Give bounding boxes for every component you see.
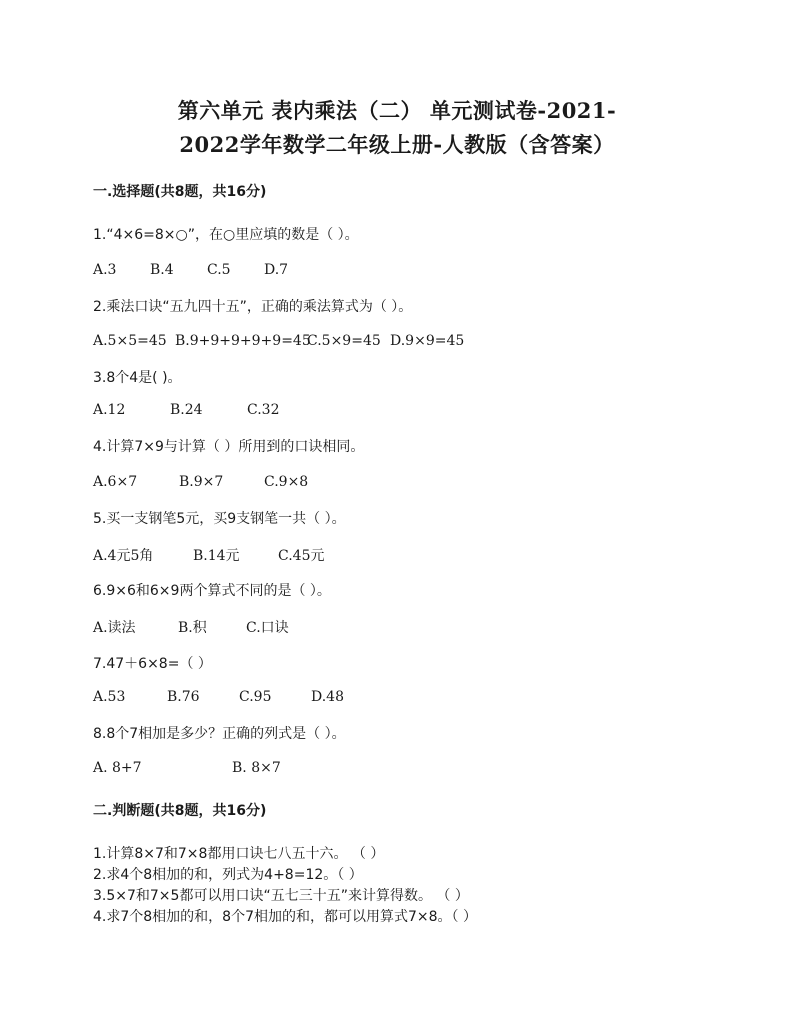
option-a: A.12 (93, 402, 126, 418)
question-5: 5.买一支钢笔5元，买9支钢笔一共（ ）。 (93, 511, 346, 527)
judgment-item-3: 3.5×7和7×5都可以用口诀“五七三十五”来计算得数。 （ ） (93, 888, 469, 904)
section-heading-multiple-choice: 一.选择题(共8题，共16分) (93, 184, 267, 200)
option-c: C.95 (239, 689, 272, 705)
option-b: B.76 (167, 689, 200, 705)
option-b: B.14元 (193, 548, 240, 564)
question-2: 2.乘法口诀“五九四十五”，正确的乘法算式为（ ）。 (93, 299, 413, 315)
option-b: B. 8×7 (232, 760, 281, 776)
section-heading-true-false: 二.判断题(共8题，共16分) (93, 803, 267, 819)
option-a: A.4元5角 (93, 548, 154, 564)
question-7: 7.47＋6×8=（ ） (93, 656, 212, 672)
option-c: C.5 (207, 262, 231, 278)
document-title-line-1: 第六单元 表内乘法（二） 单元测试卷-2021- (177, 98, 617, 123)
option-a: A.3 (93, 262, 117, 278)
option-b: B.24 (170, 402, 203, 418)
option-d: D.7 (264, 262, 289, 278)
document-title-line-2: 2022学年数学二年级上册-人教版（含答案） (179, 132, 615, 157)
question-4: 4.计算7×9与计算（ ）所用到的口诀相同。 (93, 439, 365, 455)
option-a: A.6×7 (93, 474, 138, 490)
question-1: 1.“4×6=8×○”，在○里应填的数是（ ）。 (93, 227, 359, 243)
option-a: A.5×5=45 (93, 333, 167, 349)
option-b: B.4 (150, 262, 174, 278)
judgment-item-1: 1.计算8×7和7×8都用口诀七八五十六。 （ ） (93, 846, 385, 862)
option-c: C.口诀 (246, 620, 289, 636)
option-c: C.32 (247, 402, 280, 418)
question-6: 6.9×6和6×9两个算式不同的是（ ）。 (93, 583, 331, 599)
judgment-item-2: 2.求4个8相加的和，列式为4+8=12。（ ） (93, 867, 363, 883)
option-a: A.读法 (93, 620, 136, 636)
option-b: B.9+9+9+9+9=45 (175, 333, 311, 349)
option-a: A.53 (93, 689, 126, 705)
option-d: D.48 (311, 689, 344, 705)
option-c: C.5×9=45 (307, 333, 381, 349)
option-c: C.9×8 (264, 474, 309, 490)
judgment-item-4: 4.求7个8相加的和，8个7相加的和，都可以用算式7×8。（ ） (93, 909, 477, 925)
option-b: B.9×7 (179, 474, 224, 490)
question-8: 8.8个7相加是多少？正确的列式是（ ）。 (93, 726, 346, 742)
option-b: B.积 (178, 620, 207, 636)
question-3: 3.8个4是( )。 (93, 370, 182, 386)
option-c: C.45元 (278, 548, 325, 564)
option-a: A. 8+7 (93, 760, 142, 776)
option-d: D.9×9=45 (390, 333, 465, 349)
